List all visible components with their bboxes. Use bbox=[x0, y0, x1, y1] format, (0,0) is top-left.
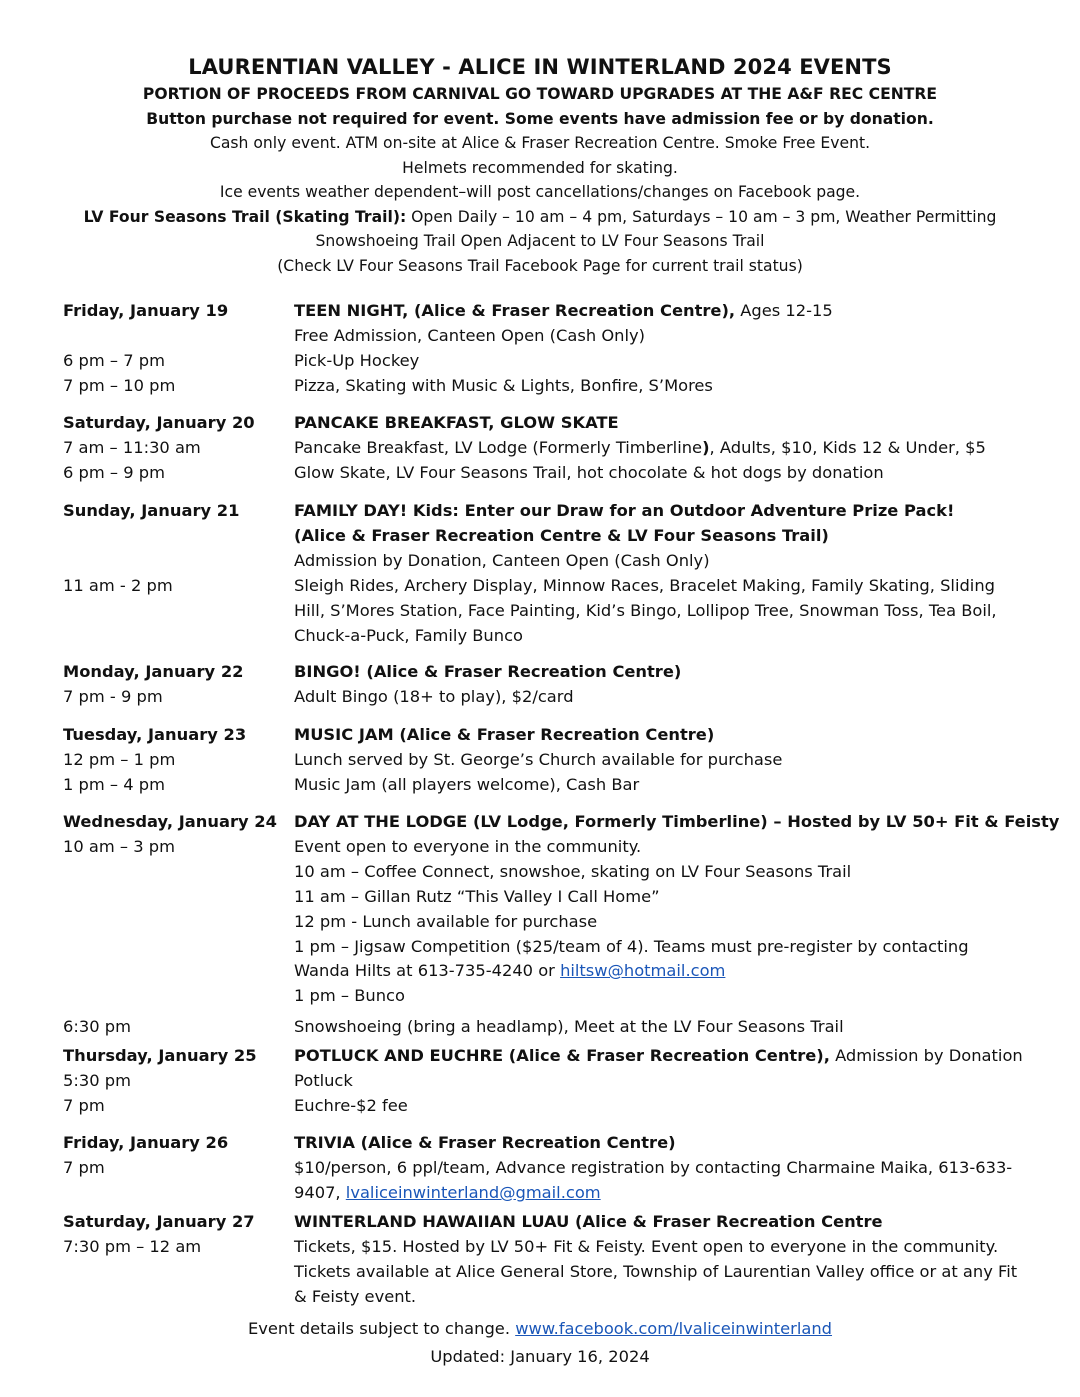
event-title-extra: Admission by Donation bbox=[829, 1046, 1023, 1065]
event-row bbox=[0, 1043, 1080, 1068]
email-link-lvaliceinwinterland[interactable]: lvaliceinwinterland@gmail.com bbox=[345, 1183, 601, 1202]
event-time: 7 pm – 10 pm bbox=[63, 376, 176, 395]
cash-note: Cash only event. ATM on-site at Alice & Fraser Recreation Centre. Smoke Free Event. bbox=[209, 134, 871, 152]
event-row bbox=[0, 983, 1080, 1008]
event-row bbox=[0, 884, 1080, 909]
event-row bbox=[0, 809, 1080, 834]
event-title: FAMILY DAY! Kids: Enter our Draw for an Outdoor Adventure Prize Pack! bbox=[294, 501, 955, 520]
event-row bbox=[0, 1093, 1080, 1118]
event-detail: Pizza, Skating with Music & Lights, Bonfire, S’Mores bbox=[294, 376, 713, 395]
event-title-extra: Ages 12-15 bbox=[735, 301, 833, 320]
event-row bbox=[0, 410, 1080, 435]
event-row bbox=[0, 1284, 1080, 1309]
event-detail: 12 pm - Lunch available for purchase bbox=[294, 912, 598, 931]
event-title: POTLUCK AND EUCHRE (Alice & Fraser Recreation Centre), bbox=[294, 1046, 830, 1065]
event-row bbox=[0, 1259, 1080, 1284]
event-day: Saturday, January 20 bbox=[63, 413, 255, 432]
event-row bbox=[0, 1014, 1080, 1039]
flyer-header bbox=[20, 52, 1060, 278]
event-time: 7 am – 11:30 am bbox=[63, 438, 201, 457]
event-detail-part: Pancake Breakfast, LV Lodge (Formerly Timberline bbox=[294, 438, 703, 457]
event-row bbox=[0, 1209, 1080, 1234]
event-time: 6 pm – 7 pm bbox=[63, 351, 165, 370]
event-row bbox=[0, 659, 1080, 684]
event-detail: Free Admission, Canteen Open (Cash Only) bbox=[294, 326, 645, 345]
event-detail: 10 am – Coffee Connect, snowshoe, skating on LV Four Seasons Trail bbox=[294, 862, 852, 881]
event-day: Tuesday, January 23 bbox=[63, 725, 247, 744]
event-time: 10 am – 3 pm bbox=[63, 837, 175, 856]
event-detail: Admission by Donation, Canteen Open (Cash Only) bbox=[294, 551, 710, 570]
event-row bbox=[0, 722, 1080, 747]
event-time: 6 pm – 9 pm bbox=[63, 463, 165, 482]
event-time: 5:30 pm bbox=[63, 1071, 131, 1090]
event-detail: $10/person, 6 ppl/team, Advance registration by contacting Charmaine Maika, 613-633- bbox=[294, 1158, 1013, 1177]
event-detail: Snowshoeing (bring a headlamp), Meet at the LV Four Seasons Trail bbox=[294, 1017, 844, 1036]
event-detail: 1 pm – Jigsaw Competition ($25/team of 4). Teams must pre-register by contacting bbox=[294, 937, 969, 956]
event-row bbox=[0, 1234, 1080, 1259]
event-day: Sunday, January 21 bbox=[63, 501, 240, 520]
event-detail: 1 pm – Bunco bbox=[294, 986, 405, 1005]
event-detail-part: Wanda Hilts at 613-735-4240 or bbox=[294, 961, 561, 980]
weather-note: Ice events weather dependent–will post cancellations/changes on Facebook page. bbox=[219, 183, 861, 201]
event-row bbox=[0, 1155, 1080, 1180]
trail-label: LV Four Seasons Trail (Skating Trail): bbox=[83, 207, 407, 226]
event-detail: Hill, S’Mores Station, Face Painting, Kid’s Bingo, Lollipop Tree, Snowman Toss, Tea Boil, bbox=[294, 601, 997, 620]
event-row bbox=[0, 460, 1080, 485]
event-row bbox=[0, 772, 1080, 797]
event-detail: Tickets available at Alice General Store, Township of Laurentian Valley office or at any Fit bbox=[294, 1262, 1018, 1281]
event-day: Friday, January 19 bbox=[63, 301, 229, 320]
event-detail bbox=[294, 435, 986, 460]
email-link-hiltsw[interactable]: hiltsw@hotmail.com bbox=[560, 961, 726, 980]
event-title: WINTERLAND HAWAIIAN LUAU (Alice & Fraser Recreation Centre bbox=[294, 1212, 883, 1231]
event-detail: Pick-Up Hockey bbox=[294, 351, 420, 370]
event-row bbox=[0, 859, 1080, 884]
event-row bbox=[0, 373, 1080, 398]
event-row bbox=[0, 435, 1080, 460]
event-row bbox=[0, 684, 1080, 709]
trail-status-note: (Check LV Four Seasons Trail Facebook Page for current trail status) bbox=[277, 256, 803, 275]
event-title: DAY AT THE LODGE (LV Lodge, Formerly Timberline) – Hosted by LV 50+ Fit & Feisty bbox=[294, 812, 1060, 831]
event-row bbox=[0, 498, 1080, 523]
event-row bbox=[0, 598, 1080, 623]
event-title-line bbox=[294, 1043, 1023, 1068]
event-row bbox=[0, 623, 1080, 648]
event-row bbox=[0, 934, 1080, 959]
event-row bbox=[0, 1130, 1080, 1155]
event-detail: Event open to everyone in the community. bbox=[294, 837, 642, 856]
event-detail-part: ) bbox=[702, 438, 710, 457]
event-day: Monday, January 22 bbox=[63, 662, 244, 681]
event-time: 12 pm – 1 pm bbox=[63, 750, 176, 769]
event-time: 7 pm - 9 pm bbox=[63, 687, 163, 706]
event-detail: Potluck bbox=[294, 1071, 353, 1090]
event-title-line bbox=[294, 298, 833, 323]
snowshoe-note: Snowshoeing Trail Open Adjacent to LV Four Seasons Trail bbox=[315, 232, 765, 250]
event-day: Saturday, January 27 bbox=[63, 1212, 255, 1231]
event-time: 7:30 pm – 12 am bbox=[63, 1237, 202, 1256]
event-time: 7 pm bbox=[63, 1096, 105, 1115]
event-row bbox=[0, 523, 1080, 548]
event-detail bbox=[294, 958, 725, 983]
event-detail: Lunch served by St. George’s Church available for purchase bbox=[294, 750, 783, 769]
footer-note bbox=[0, 1316, 1080, 1341]
event-time: 1 pm – 4 pm bbox=[63, 775, 165, 794]
event-row bbox=[0, 573, 1080, 598]
event-detail: Adult Bingo (18+ to play), $2/card bbox=[294, 687, 574, 706]
event-detail: Sleigh Rides, Archery Display, Minnow Races, Bracelet Making, Family Skating, Sliding bbox=[294, 576, 995, 595]
event-row bbox=[0, 548, 1080, 573]
event-day: Thursday, January 25 bbox=[63, 1046, 257, 1065]
event-row bbox=[0, 1068, 1080, 1093]
event-detail: Music Jam (all players welcome), Cash Bar bbox=[294, 775, 640, 794]
event-row bbox=[0, 747, 1080, 772]
event-title: TRIVIA (Alice & Fraser Recreation Centre) bbox=[294, 1133, 676, 1152]
event-row bbox=[0, 834, 1080, 859]
event-row bbox=[0, 298, 1080, 323]
event-row bbox=[0, 1180, 1080, 1205]
event-title: PANCAKE BREAKFAST, GLOW SKATE bbox=[294, 413, 619, 432]
event-detail: Tickets, $15. Hosted by LV 50+ Fit & Feisty. Event open to everyone in the community. bbox=[294, 1237, 999, 1256]
event-row bbox=[0, 958, 1080, 983]
event-day: Wednesday, January 24 bbox=[63, 812, 277, 831]
trail-hours-note bbox=[20, 205, 1060, 230]
event-detail: & Feisty event. bbox=[294, 1287, 417, 1306]
button-note: Button purchase not required for event. Some events have admission fee or by donation. bbox=[146, 109, 934, 128]
page-title: LAURENTIAN VALLEY - ALICE IN WINTERLAND 2024 EVENTS bbox=[188, 55, 892, 79]
event-row bbox=[0, 348, 1080, 373]
helmet-note: Helmets recommended for skating. bbox=[402, 158, 678, 177]
event-detail: Chuck-a-Puck, Family Bunco bbox=[294, 626, 523, 645]
event-time: 11 am - 2 pm bbox=[63, 576, 173, 595]
event-row bbox=[0, 323, 1080, 348]
event-time: 6:30 pm bbox=[63, 1017, 131, 1036]
event-detail-part: 9407, bbox=[294, 1183, 346, 1202]
event-title: MUSIC JAM (Alice & Fraser Recreation Centre) bbox=[294, 725, 715, 744]
event-detail-part: , Adults, $10, Kids 12 & Under, $5 bbox=[709, 438, 986, 457]
event-row bbox=[0, 909, 1080, 934]
event-title: (Alice & Fraser Recreation Centre & LV Four Seasons Trail) bbox=[294, 526, 829, 545]
event-time: 7 pm bbox=[63, 1158, 105, 1177]
event-detail: Glow Skate, LV Four Seasons Trail, hot chocolate & hot dogs by donation bbox=[294, 463, 884, 482]
updated-date: Updated: January 16, 2024 bbox=[430, 1347, 650, 1366]
event-detail: 11 am – Gillan Rutz “This Valley I Call Home” bbox=[294, 887, 660, 906]
event-day: Friday, January 26 bbox=[63, 1133, 229, 1152]
footer-note-text: Event details subject to change. bbox=[247, 1319, 516, 1338]
event-title: TEEN NIGHT, (Alice & Fraser Recreation Centre), bbox=[294, 301, 736, 320]
event-title: BINGO! (Alice & Fraser Recreation Centre) bbox=[294, 662, 682, 681]
event-detail: Euchre-$2 fee bbox=[294, 1096, 408, 1115]
trail-hours: Open Daily – 10 am – 4 pm, Saturdays – 10 am – 3 pm, Weather Permitting bbox=[406, 207, 997, 226]
proceeds-note: PORTION OF PROCEEDS FROM CARNIVAL GO TOWARD UPGRADES AT THE A&F REC CENTRE bbox=[142, 85, 938, 103]
facebook-link[interactable]: www.facebook.com/lvaliceinwinterland bbox=[515, 1319, 833, 1338]
event-detail bbox=[294, 1180, 601, 1205]
